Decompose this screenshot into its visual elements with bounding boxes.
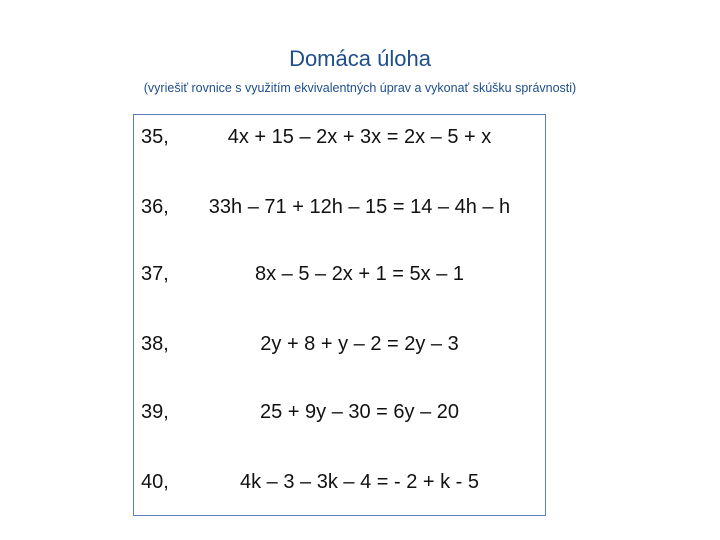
exercise-equation: 8x – 5 – 2x + 1 = 5x – 1 [254,263,465,285]
exercise-row [134,324,545,364]
exercise-equation: 2y + 8 + y – 2 = 2y – 3 [260,333,459,355]
exercise-box [133,114,546,516]
exercise-equation: 33h – 71 + 12h – 15 = 14 – 4h – h [208,196,511,218]
exercise-number: 35, [141,126,169,148]
exercise-row [134,254,545,294]
exercise-number: 36, [141,196,169,218]
exercise-number: 39, [141,401,169,423]
page-subtitle: (vyriešiť rovnice s využitím ekvivalentných úprav a vykonať skúšku správnosti) [143,81,577,95]
exercise-row [134,462,545,502]
exercise-row [134,117,545,157]
exercise-equation: 25 + 9y – 30 = 6y – 20 [259,401,460,423]
exercise-number: 40, [141,471,169,493]
exercise-number: 37, [141,263,169,285]
exercise-equation: 4k – 3 – 3k – 4 = - 2 + k - 5 [239,471,480,493]
exercise-row [134,187,545,227]
exercise-equation: 4x + 15 – 2x + 3x = 2x – 5 + x [227,126,492,148]
exercise-row [134,392,545,432]
page-title: Domáca úloha [289,46,431,71]
exercise-number: 38, [141,333,169,355]
